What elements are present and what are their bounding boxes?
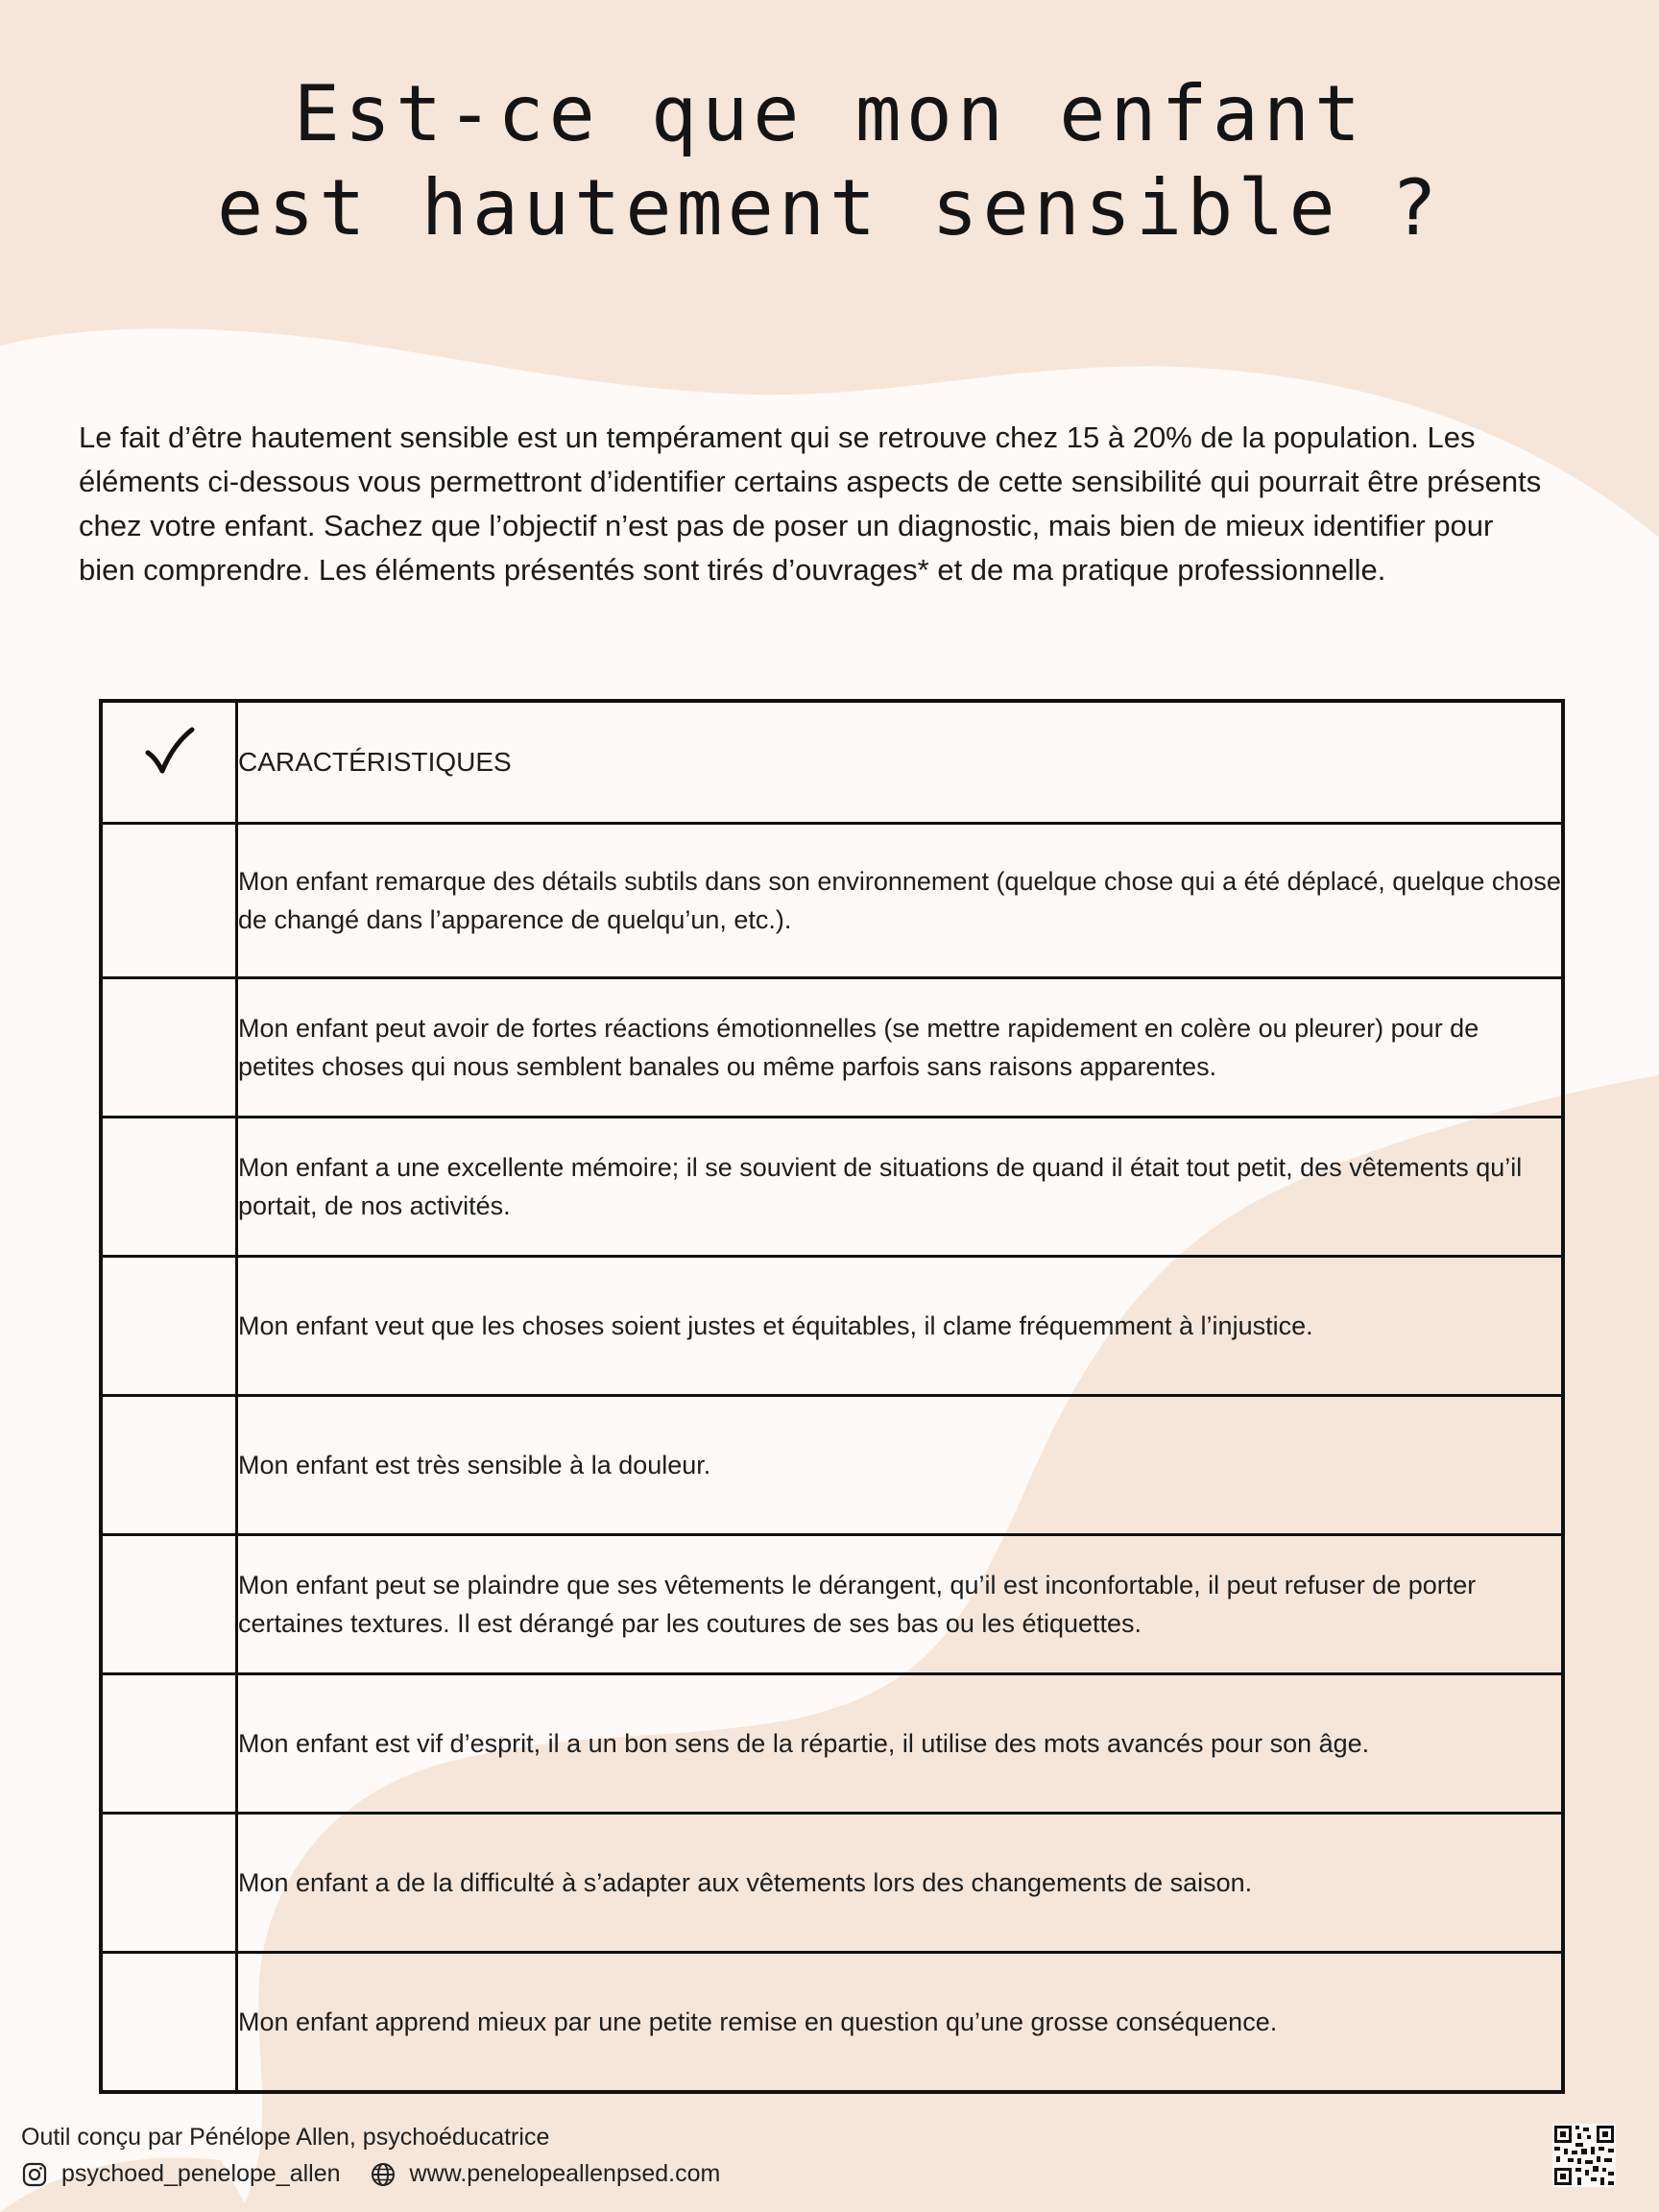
- checkbox-cell[interactable]: [101, 824, 237, 978]
- table-row: [101, 1118, 1563, 1257]
- characteristic-text: Mon enfant est vif d’esprit, il a un bon sens de la répartie, il utilise des mots avancés pour son âge.: [237, 1674, 1564, 1814]
- instagram-icon: [21, 2161, 48, 2188]
- characteristic-text: Mon enfant a une excellente mémoire; il se souvient de situations de quand il était tout petit, des vêtements qu’il portait, de nos activités.: [237, 1118, 1564, 1257]
- website-link[interactable]: www.penelopeallenpsed.com: [409, 2160, 721, 2187]
- instagram-handle[interactable]: psychoed_penelope_allen: [61, 2160, 341, 2187]
- checkbox-cell[interactable]: [101, 1953, 237, 2093]
- characteristic-text: Mon enfant peut se plaindre que ses vêtements le dérangent, qu’il est inconfortable, il peut refuser de porter certaines textures. Il est dérangé par les coutures de ses bas ou les étiquettes.: [237, 1535, 1564, 1674]
- characteristics-header: CARACTÉRISTIQUES: [237, 701, 1564, 824]
- title-line-2: est hautement sensible ?: [217, 163, 1442, 252]
- characteristic-text: Mon enfant a de la difficulté à s’adapter aux vêtements lors des changements de saison.: [237, 1814, 1564, 1953]
- checkmark-icon: [142, 724, 196, 778]
- table-row: [101, 978, 1563, 1118]
- globe-icon: [370, 2161, 397, 2188]
- characteristic-text: Mon enfant peut avoir de fortes réactions émotionnelles (se mettre rapidement en colère ou pleurer) pour de petites choses qui nous semblent banales ou même parfois sans raisons apparentes.: [237, 978, 1564, 1118]
- characteristic-text: Mon enfant remarque des détails subtils dans son environnement (quelque chose qui a été déplacé, quelque chose de changé dans l’apparence de quelqu’un, etc.).: [237, 824, 1564, 978]
- checkbox-cell[interactable]: [101, 1396, 237, 1535]
- characteristic-text: Mon enfant veut que les choses soient justes et équitables, il clame fréquemment à l’injustice.: [237, 1257, 1564, 1396]
- footer-credit: Outil conçu par Pénélope Allen, psychoéducatrice: [21, 2124, 550, 2151]
- table-row: [101, 824, 1563, 978]
- characteristic-text: Mon enfant apprend mieux par une petite remise en question qu’une grosse conséquence.: [237, 1953, 1564, 2093]
- checkbox-cell[interactable]: [101, 1814, 237, 1953]
- title-line-1: Est-ce que mon enfant: [293, 69, 1366, 158]
- checkbox-cell[interactable]: [101, 978, 237, 1118]
- table-row: [101, 1257, 1563, 1396]
- checkbox-cell[interactable]: [101, 1535, 237, 1674]
- characteristics-checklist: [99, 699, 1565, 2094]
- qr-code-icon[interactable]: [1552, 2124, 1616, 2187]
- check-column-header: [101, 701, 237, 824]
- characteristic-text: Mon enfant est très sensible à la douleur.: [237, 1396, 1564, 1535]
- table-header-row: [101, 701, 1563, 824]
- intro-paragraph: Le fait d’être hautement sensible est un tempérament qui se retrouve chez 15 à 20% de la population. Les éléments ci-dessous vous permettront d’identifier certains aspects de cette sensibilité qui pourrait être présents chez votre enfant. Sachez que l’objectif n’est pas de poser un diagnostic, mais bien de mieux identifier pour bien comprendre. Les éléments présentés sont tirés d’ouvrages* et de ma pratique professionnelle.: [79, 421, 1542, 587]
- table-row: [101, 1814, 1563, 1953]
- checkbox-cell[interactable]: [101, 1674, 237, 1814]
- page-title: [0, 67, 1659, 255]
- footer-links: [21, 2160, 720, 2188]
- table-row: [101, 1674, 1563, 1814]
- checkbox-cell[interactable]: [101, 1118, 237, 1257]
- checkbox-cell[interactable]: [101, 1257, 237, 1396]
- table-row: [101, 1535, 1563, 1674]
- table-row: [101, 1396, 1563, 1535]
- table-row: [101, 1953, 1563, 2093]
